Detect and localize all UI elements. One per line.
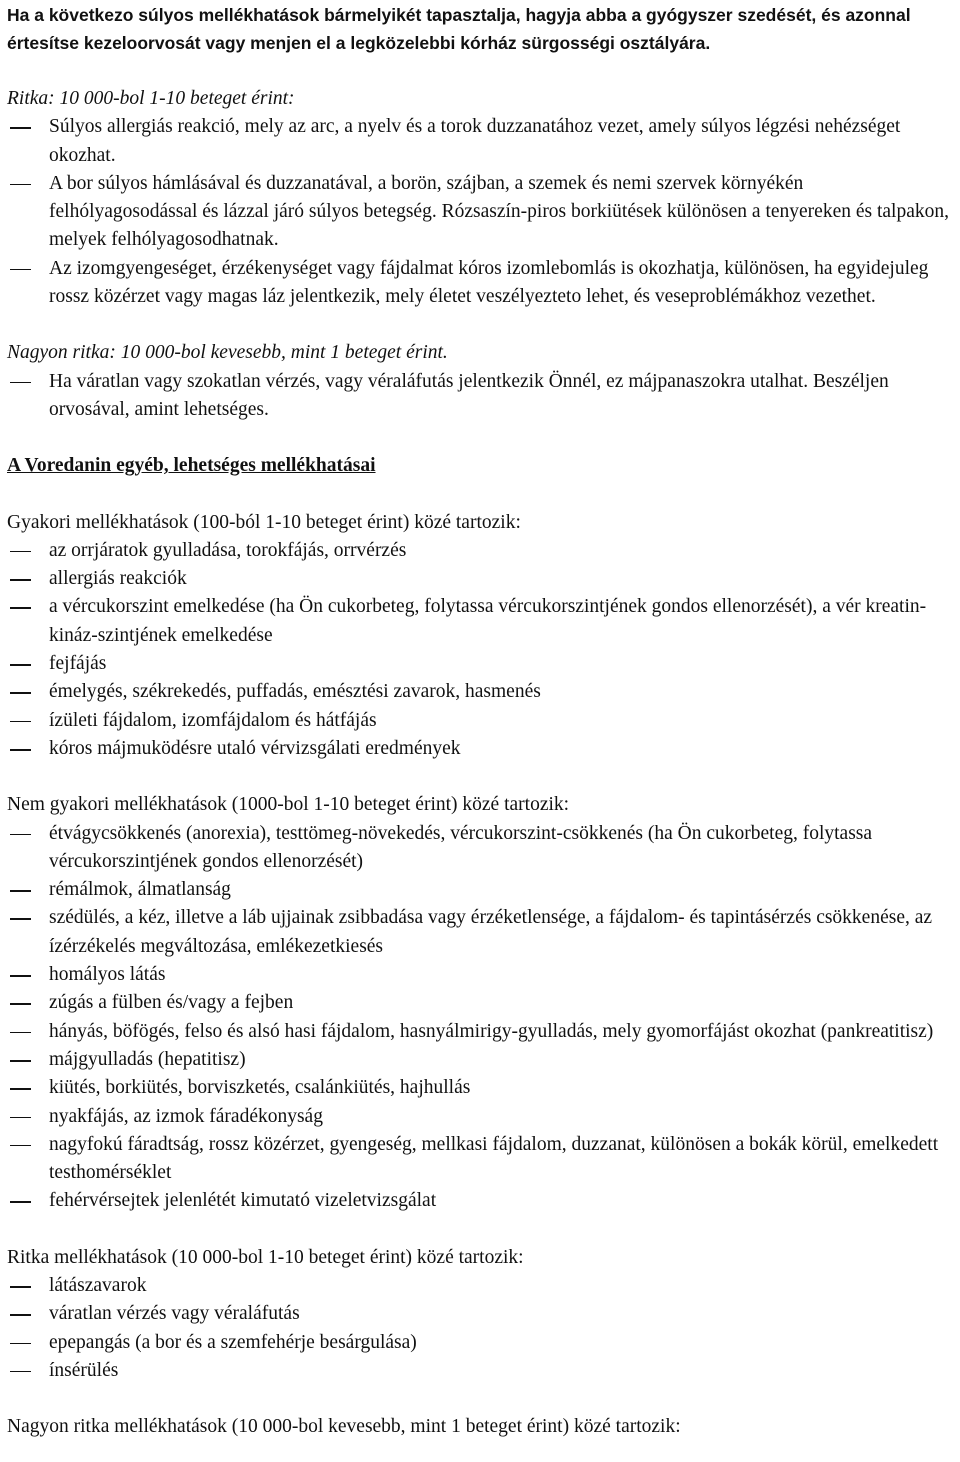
list-item: nagyfokú fáradtság, rossz közérzet, gyengeség, mellkasi fájdalom, duzzanat, különösen a bokák körül, emelkedett testhomérséklet — [7, 1131, 956, 1188]
list-item: váratlan vérzés vagy véraláfutás — [7, 1300, 956, 1328]
common-list — [7, 537, 956, 763]
rare-serious-heading: Ritka: 10 000-bol 1-10 beteget érint: — [7, 88, 295, 109]
list-item: zúgás a fülben és/vagy a fejben — [7, 989, 956, 1017]
list-item: hányás, böfögés, felso és alsó hasi fájdalom, hasnyálmirigy-gyulladás, mely gyomorfájást okozhat (pankreatitisz) — [7, 1018, 956, 1046]
list-item: ízületi fájdalom, izomfájdalom és hátfájás — [7, 707, 956, 735]
list-item: kóros májmuködésre utaló vérvizsgálati eredmények — [7, 735, 956, 763]
list-item: étvágycsökkenés (anorexia), testtömeg-növekedés, vércukorszint-csökkenés (ha Ön cukorbeteg, folytassa vércukorszintjének gondos ellenorzését) — [7, 820, 956, 877]
list-item: ínsérülés — [7, 1357, 956, 1385]
list-item: szédülés, a kéz, illetve a láb ujjainak zsibbadása vagy érzéketlensége, a fájdalom- és tapintásérzés csökkenése, az ízérzékelés megváltozása, emlékezetkiesés — [7, 904, 956, 961]
very-rare-heading: Nagyon ritka mellékhatások (10 000-bol kevesebb, mint 1 beteget érint) közé tartozik: — [7, 1416, 681, 1438]
list-item: az orrjáratok gyulladása, torokfájás, orrvérzés — [7, 537, 956, 565]
list-item: A bor súlyos hámlásával és duzzanatával, a borön, szájban, a szemek és nemi szervek környékén felhólyagosodással és lázzal járó súlyos betegség. Rózsaszín-piros borkiütések különösen a tenyereken és talpakon, melyek felhólyagosodhatnak. — [7, 170, 956, 255]
list-item: kiütés, borkiütés, borviszketés, csalánkiütés, hajhullás — [7, 1074, 956, 1102]
other-side-effects-title: A Voredanin egyéb, lehetséges mellékhatásai — [7, 455, 376, 477]
list-item: Ha váratlan vagy szokatlan vérzés, vagy véraláfutás jelentkezik Önnél, ez májpanaszokra utalhat. Beszéljen orvosával, amint lehetséges. — [7, 368, 956, 425]
rare-serious-list — [7, 113, 956, 311]
list-item: Súlyos allergiás reakció, mely az arc, a nyelv és a torok duzzanatához vezet, amely súlyos légzési nehézséget okozhat. — [7, 113, 956, 170]
very-rare-serious-heading: Nagyon ritka: 10 000-bol kevesebb, mint 1 beteget érint. — [7, 342, 448, 364]
list-item: epepangás (a bor és a szemfehérje besárgulása) — [7, 1329, 956, 1357]
rare-heading: Ritka mellékhatások (10 000-bol 1-10 beteget érint) közé tartozik: — [7, 1246, 524, 1268]
list-item: rémálmok, álmatlanság — [7, 876, 956, 904]
list-item: látászavarok — [7, 1272, 956, 1300]
common-heading: Gyakori mellékhatások (100-ból 1-10 beteget érint) közé tartozik: — [7, 511, 521, 533]
list-item: Az izomgyengeséget, érzékenységet vagy fájdalmat kóros izomlebomlás is okozhatja, különösen, ha egyidejuleg rossz közérzet vagy magas láz jelentkezik, mely életet veszélyezteto lehet, és veseproblémákhoz vezethet. — [7, 255, 956, 312]
list-item: fejfájás — [7, 650, 956, 678]
list-item: homályos látás — [7, 961, 956, 989]
list-item: fehérvérsejtek jelenlétét kimutató vizeletvizsgálat — [7, 1187, 956, 1215]
list-item: májgyulladás (hepatitisz) — [7, 1046, 956, 1074]
list-item: allergiás reakciók — [7, 565, 956, 593]
rare-list — [7, 1272, 956, 1385]
list-item: nyakfájás, az izmok fáradékonyság — [7, 1103, 956, 1131]
warning-intro: Ha a következo súlyos mellékhatások bármelyikét tapasztalja, hagyja abba a gyógyszer szedését, és azonnal értesítse kezeloorvosát vagy menjen el a legközelebbi kórház sürgosségi osztályára. — [7, 5, 911, 53]
uncommon-list — [7, 820, 956, 1216]
list-item: émelygés, székrekedés, puffadás, emésztési zavarok, hasmenés — [7, 678, 956, 706]
uncommon-heading: Nem gyakori mellékhatások (1000-bol 1-10 beteget érint) közé tartozik: — [7, 794, 570, 816]
very-rare-serious-list — [7, 368, 956, 425]
list-item: a vércukorszint emelkedése (ha Ön cukorbeteg, folytassa vércukorszintjének gondos ellenorzését), a vér kreatin-kináz-szintjének emelkedése — [7, 593, 956, 650]
